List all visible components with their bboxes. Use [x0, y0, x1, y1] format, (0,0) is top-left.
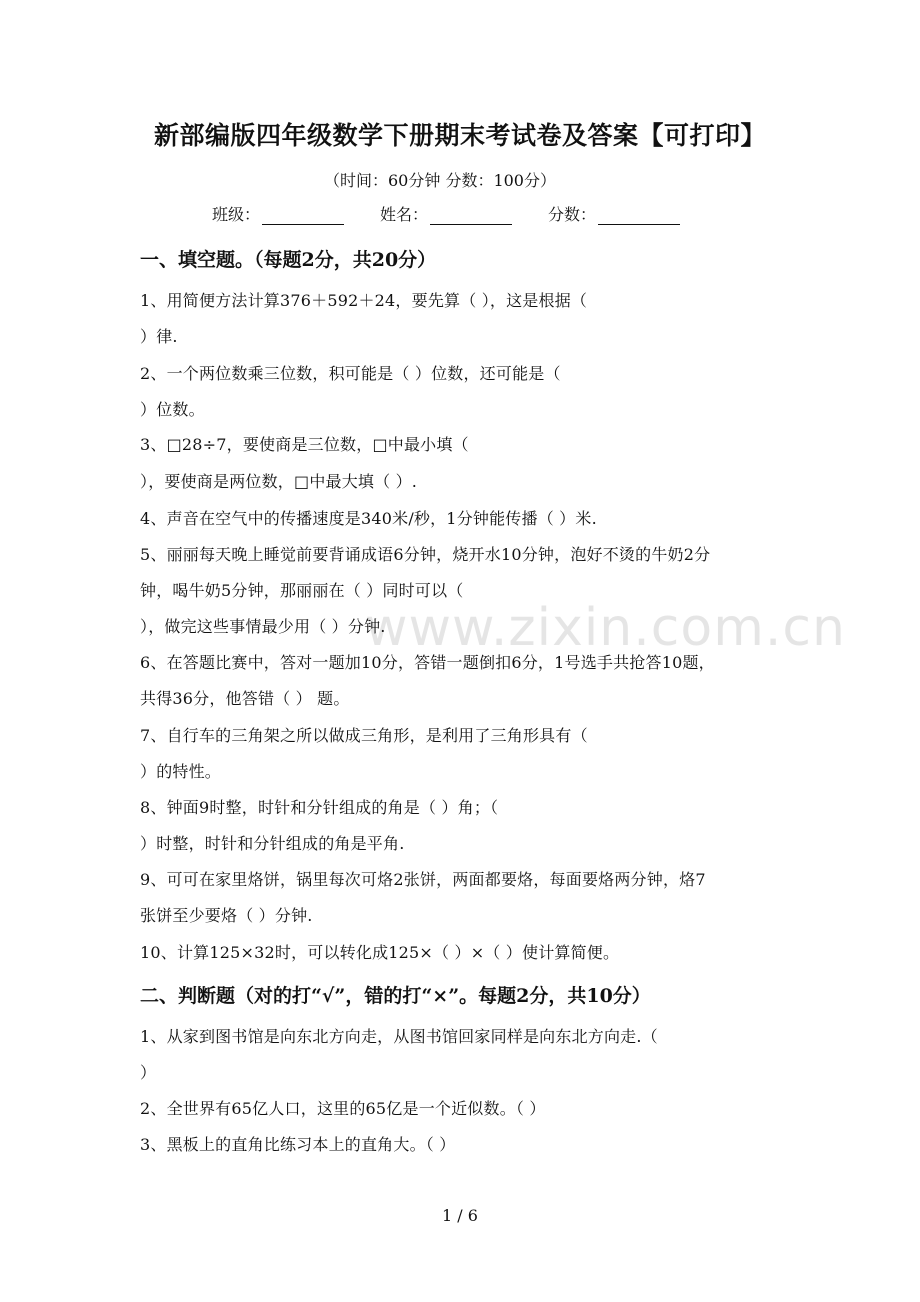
exam-time-score: （时间：60分钟 分数：100分）: [324, 171, 556, 190]
score-field: [548, 202, 680, 225]
question-line: 钟，喝牛奶5分钟，那丽丽在（ ）同时可以（: [140, 581, 464, 600]
question-line: 张饼至少要烙（ ）分钟.: [140, 906, 313, 925]
question-line: ），做完这些事情最少用（ ）分钟.: [140, 617, 386, 636]
question-line: 10、计算125×32时，可以转化成125×（ ）×（ ）使计算简便。: [140, 943, 620, 962]
section-heading-fill-blank: 一、填空题。（每题2分，共20分）: [140, 249, 437, 271]
name-label: 姓名：: [380, 205, 429, 224]
watermark: www.zixin.com.cn: [365, 598, 846, 658]
question-line: 共得36分，他答错（ ） 题。: [140, 689, 350, 708]
question-line: 9、可可在家里烙饼，锅里每次可烙2张饼，两面都要烙，每面要烙两分钟，烙7: [140, 870, 706, 889]
question-line: 8、钟面9时整，时针和分针组成的角是（ ）角；（: [140, 798, 499, 817]
score-label: 分数：: [548, 205, 597, 224]
name-blank[interactable]: [430, 206, 512, 225]
question-line: 4、声音在空气中的传播速度是340米/秒，1分钟能传播（ ）米.: [140, 509, 597, 528]
page-title: 新部编版四年级数学下册期末考试卷及答案【可打印】: [153, 121, 766, 150]
question-line: ）: [140, 1063, 157, 1082]
class-label: 班级：: [212, 205, 261, 224]
question-line: 1、从家到图书馆是向东北方向走，从图书馆回家同样是向东北方向走.（: [140, 1027, 658, 1046]
question-line: 3、□28÷7，要使商是三位数，□中最小填（: [140, 435, 469, 454]
question-line: 2、一个两位数乘三位数，积可能是（ ）位数，还可能是（: [140, 364, 561, 383]
question-line: ）律.: [140, 327, 178, 346]
student-info-row: [212, 202, 680, 225]
question-line: 6、在答题比赛中，答对一题加10分，答错一题倒扣6分，1号选手共抢答10题，: [140, 653, 715, 672]
class-field: [212, 202, 344, 225]
question-line: ）位数。: [140, 400, 205, 419]
page-number: 1 / 6: [442, 1206, 478, 1225]
question-line: 7、自行车的三角架之所以做成三角形，是利用了三角形具有（: [140, 726, 588, 745]
class-blank[interactable]: [262, 206, 344, 225]
name-field: [380, 202, 512, 225]
score-blank[interactable]: [598, 206, 680, 225]
question-line: ），要使商是两位数，□中最大填（ ）.: [140, 472, 418, 491]
section-heading-true-false: 二、判断题（对的打“√”，错的打“×”。每题2分，共10分）: [140, 985, 651, 1007]
question-line: 2、全世界有65亿人口，这里的65亿是一个近似数。（ ）: [140, 1099, 546, 1118]
question-line: 1、用简便方法计算376＋592＋24，要先算（ ），这是根据（: [140, 291, 588, 310]
question-line: 5、丽丽每天晚上睡觉前要背诵成语6分钟，烧开水10分钟，泡好不烫的牛奶2分: [140, 545, 711, 564]
question-line: ）的特性。: [140, 762, 222, 781]
question-line: ）时整，时针和分针组成的角是平角.: [140, 834, 405, 853]
question-line: 3、黑板上的直角比练习本上的直角大。（ ）: [140, 1135, 456, 1154]
